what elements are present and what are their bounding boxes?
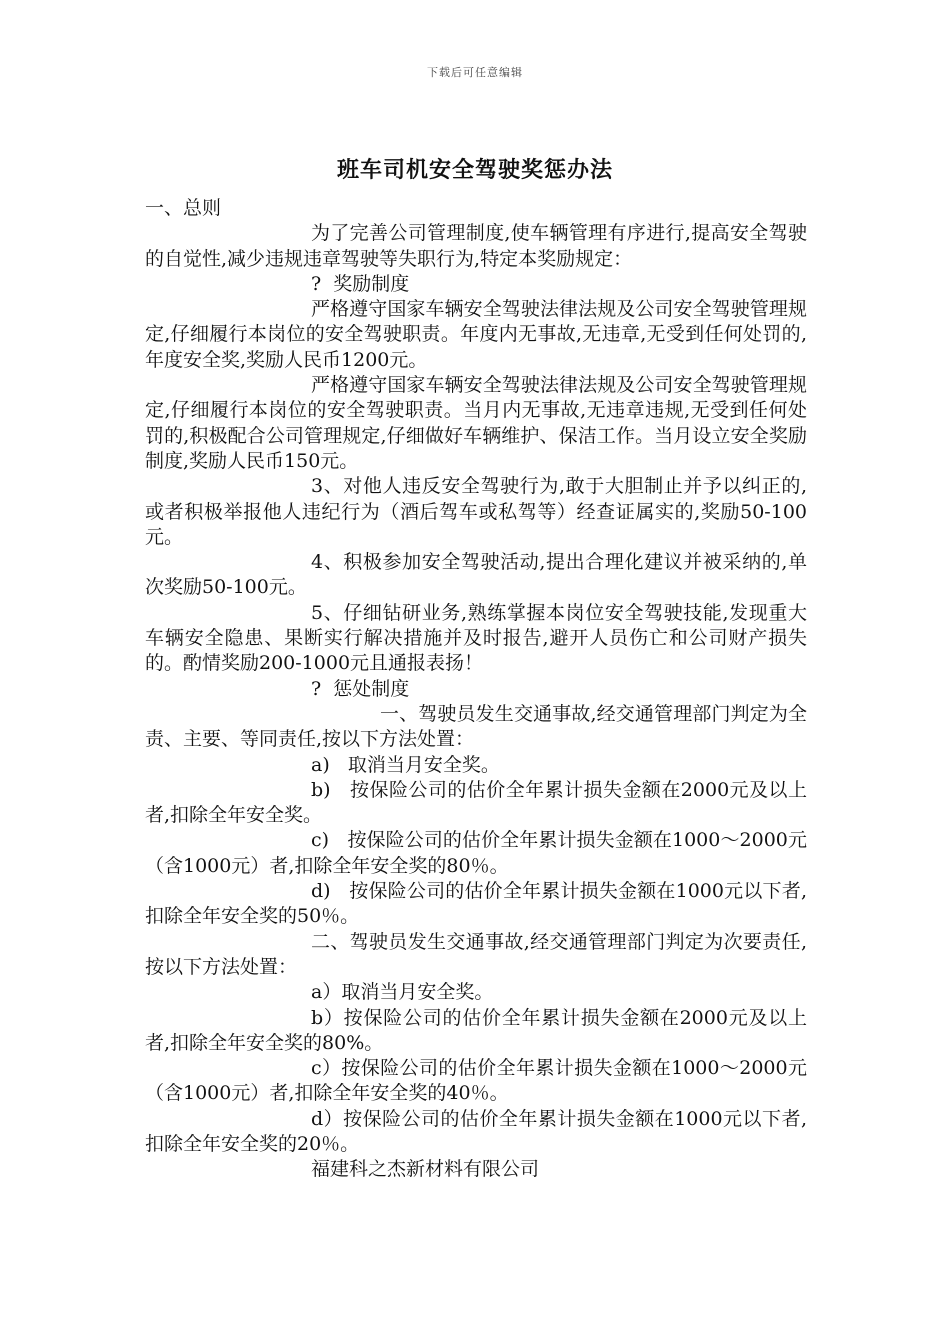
section-heading-rewards: ? 奖励制度 [311,272,410,295]
paragraph-reward-4: 4、积极参加安全驾驶活动,提出合理化建议并被采纳的,单次奖励50-100元。 [145,551,807,599]
paragraph-reward-monthly: 严格遵守国家车辆安全驾驶法律法规及公司安全驾驶管理规定,仔细履行本岗位的安全驾驶职责。当月内无事故,无违章违规,无受到任何处罚的,积极配合公司管理规定,仔细做好车辆维护、保洁工作。当月设立安全奖励制度,奖励人民币150元。 [145,374,807,472]
section-heading-general: 一、总则 [145,197,222,219]
paragraph-penalty-1d: d) 按保险公司的估价全年累计损失金额在1000元以下者,扣除全年安全奖的50％。 [145,880,807,928]
paragraph-penalty-1c: c) 按保险公司的估价全年累计损失金额在1000～2000元（含1000元）者,扣除全年安全奖的80％。 [145,829,807,877]
header-note: 下载后可任意编辑 [427,66,523,79]
document-body [145,196,807,1183]
company-signature: 福建科之杰新材料有限公司 [311,1158,540,1181]
paragraph-reward-3: 3、对他人违反安全驾驶行为,敢于大胆制止并予以纠正的,或者积极举报他人违纪行为（酒后驾车或私驾等）经查证属实的,奖励50-100元。 [145,475,807,548]
paragraph-penalty-2a: a）取消当月安全奖。 [311,981,494,1004]
paragraph-penalty-2d: d）按保险公司的估价全年累计损失金额在1000元以下者,扣除全年安全奖的20％。 [145,1107,807,1155]
paragraph-penalty-1a: a) 取消当月安全奖。 [311,753,500,776]
paragraph-penalty-2c: c）按保险公司的估价全年累计损失金额在1000～2000元（含1000元）者,扣除全年安全奖的40％。 [145,1057,807,1105]
document-title: 班车司机安全驾驶奖惩办法 [336,158,613,183]
paragraph-penalty-2b: b）按保险公司的估价全年累计损失金额在2000元及以上者,扣除全年安全奖的80%。 [145,1006,807,1054]
paragraph-reward-5: 5、仔细钻研业务,熟练掌握本岗位安全驾驶技能,发现重大车辆安全隐患、果断实行解决措施并及时报告,避开人员伤亡和公司财产损失的。酌情奖励200-1000元且通报表扬！ [145,601,807,675]
paragraph-penalty-1b: b) 按保险公司的估价全年累计损失金额在2000元及以上者,扣除全年安全奖。 [145,778,807,827]
paragraph-reward-annual: 严格遵守国家车辆安全驾驶法律法规及公司安全驾驶管理规定,仔细履行本岗位的安全驾驶职责。年度内无事故,无违章,无受到任何处罚的,年度安全奖,奖励人民币1200元。 [145,298,807,371]
paragraph-purpose: 为了完善公司管理制度,使车辆管理有序进行,提高安全驾驶的自觉性,减少违规违章驾驶等失职行为,特定本奖励规定： [145,222,807,270]
section-heading-penalties: ? 惩处制度 [311,677,410,700]
paragraph-penalty-2: 二、驾驶员发生交通事故,经交通管理部门判定为次要责任,按以下方法处置： [145,930,807,978]
paragraph-penalty-1: 一、驾驶员发生交通事故,经交通管理部门判定为全责、主要、等同责任,按以下方法处置： [145,702,807,751]
